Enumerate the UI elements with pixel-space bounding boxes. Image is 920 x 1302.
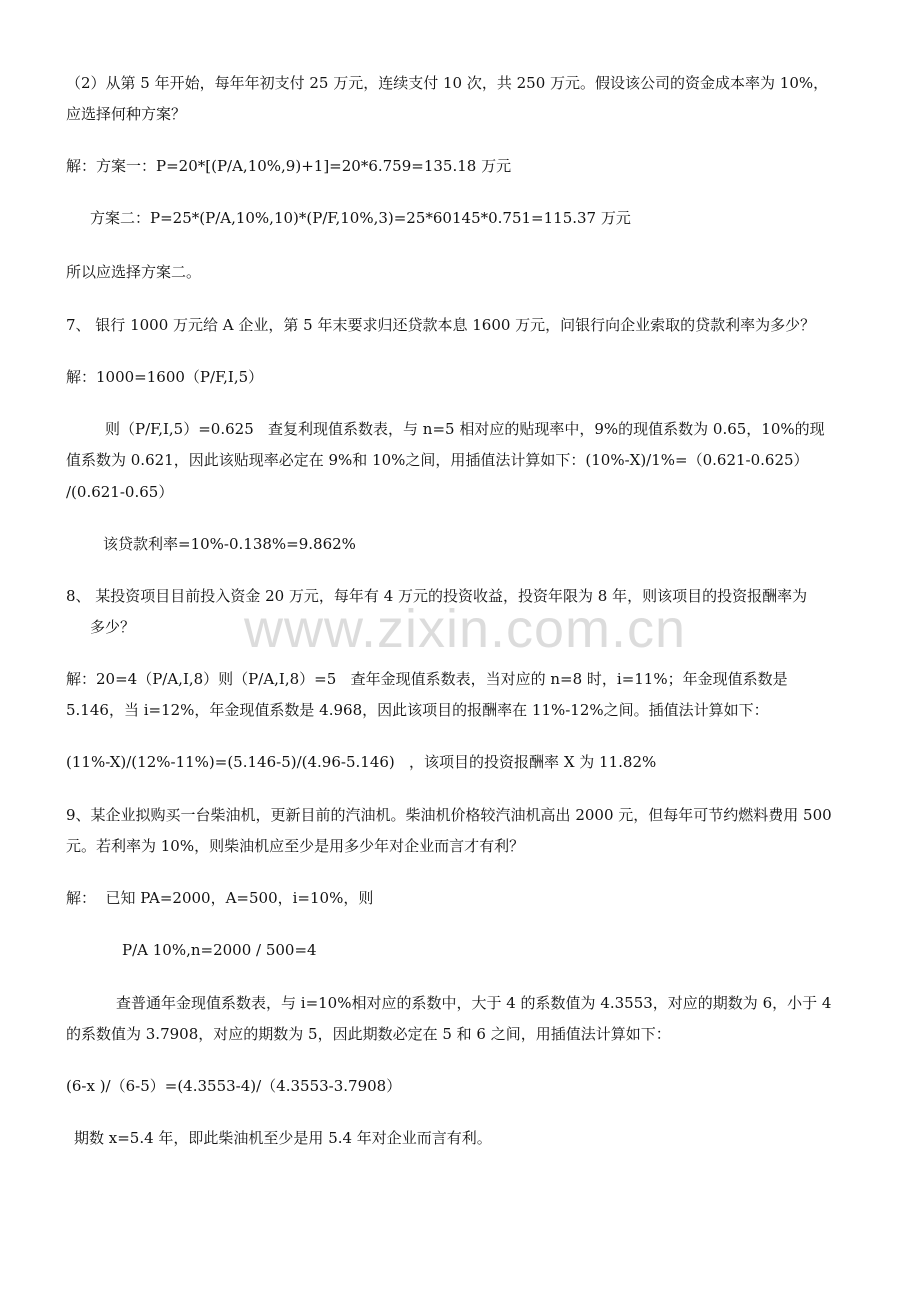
text-line: 的系数值为 3.7908，对应的期数为 5，因此期数必定在 5 和 6 之间，用插值法计算如下： bbox=[66, 1025, 671, 1043]
text-line: 5.146，当 i=12%，年金现值系数是 4.968，因此该项目的报酬率在 11%-12%之间。插值法计算如下： bbox=[66, 701, 769, 719]
watermark: www.zixin.com.cn bbox=[243, 599, 687, 659]
text-line: 应选择何种方案？ bbox=[66, 105, 187, 123]
text-line: P/A 10%,n=2000 / 500=4 bbox=[122, 941, 317, 959]
text-line: (11%-X)/(12%-11%)=(5.146-5)/(4.96-5.146) ，该项目的投资报酬率 X 为 11.82% bbox=[66, 753, 657, 771]
question-8: 8、 某投资项目目前投入资金 20 万元，每年有 4 万元的投资收益，投资年限为 8 年，则该项目的投资报酬率为 bbox=[66, 587, 808, 605]
text-line: 解： 已知 PA=2000，A=500，i=10%，则 bbox=[66, 889, 374, 907]
text-line: 值系数为 0.621，因此该贴现率必定在 9%和 10%之间，用插值法计算如下：(10%-X)/1%=（0.621-0.625） bbox=[66, 451, 809, 469]
text-line: 所以应选择方案二。 bbox=[66, 263, 202, 281]
text-line: 查普通年金现值系数表，与 i=10%相对应的系数中，大于 4 的系数值为 4.3553，对应的期数为 6，小于 4 bbox=[116, 994, 832, 1012]
text-line: 期数 x=5.4 年，即此柴油机至少是用 5.4 年对企业而言有利。 bbox=[74, 1129, 492, 1147]
text-line: 多少？ bbox=[90, 618, 136, 636]
text-line: 则（P/F,I,5）=0.625 查复利现值系数表，与 n=5 相对应的贴现率中，9%的现值系数为 0.65，10%的现 bbox=[105, 420, 825, 438]
text-line: 该贷款利率=10%-0.138%=9.862% bbox=[103, 535, 356, 553]
question-7: 7、 银行 1000 万元给 A 企业，第 5 年末要求归还贷款本息 1600 万元，问银行向企业索取的贷款利率为多少？ bbox=[66, 316, 816, 334]
text-line: (6-x )/（6-5）=(4.3553-4)/（4.3553-3.7908） bbox=[66, 1077, 402, 1095]
text-line: （2）从第 5 年开始，每年年初支付 25 万元，连续支付 10 次，共 250 万元。假设该公司的资金成本率为 10%， bbox=[66, 74, 829, 92]
text-line: 解：方案一：P=20*[(P/A,10%,9)+1]=20*6.759=135.18 万元 bbox=[66, 157, 512, 175]
question-9: 9、某企业拟购买一台柴油机，更新目前的汽油机。柴油机价格较汽油机高出 2000 元，但每年可节约燃料费用 500 bbox=[66, 806, 832, 824]
text-line: /(0.621-0.65） bbox=[66, 483, 174, 501]
text-line: 解：20=4（P/A,I,8）则（P/A,I,8）=5 查年金现值系数表，当对应的 n=8 时，i=11%；年金现值系数是 bbox=[66, 670, 788, 688]
text-line: 方案二：P=25*(P/A,10%,10)*(P/F,10%,3)=25*60145*0.751=115.37 万元 bbox=[90, 209, 631, 227]
text-line: 解：1000=1600（P/F,I,5） bbox=[66, 368, 264, 386]
text-line: 元。若利率为 10%，则柴油机应至少是用多少年对企业而言才有利？ bbox=[66, 837, 525, 855]
